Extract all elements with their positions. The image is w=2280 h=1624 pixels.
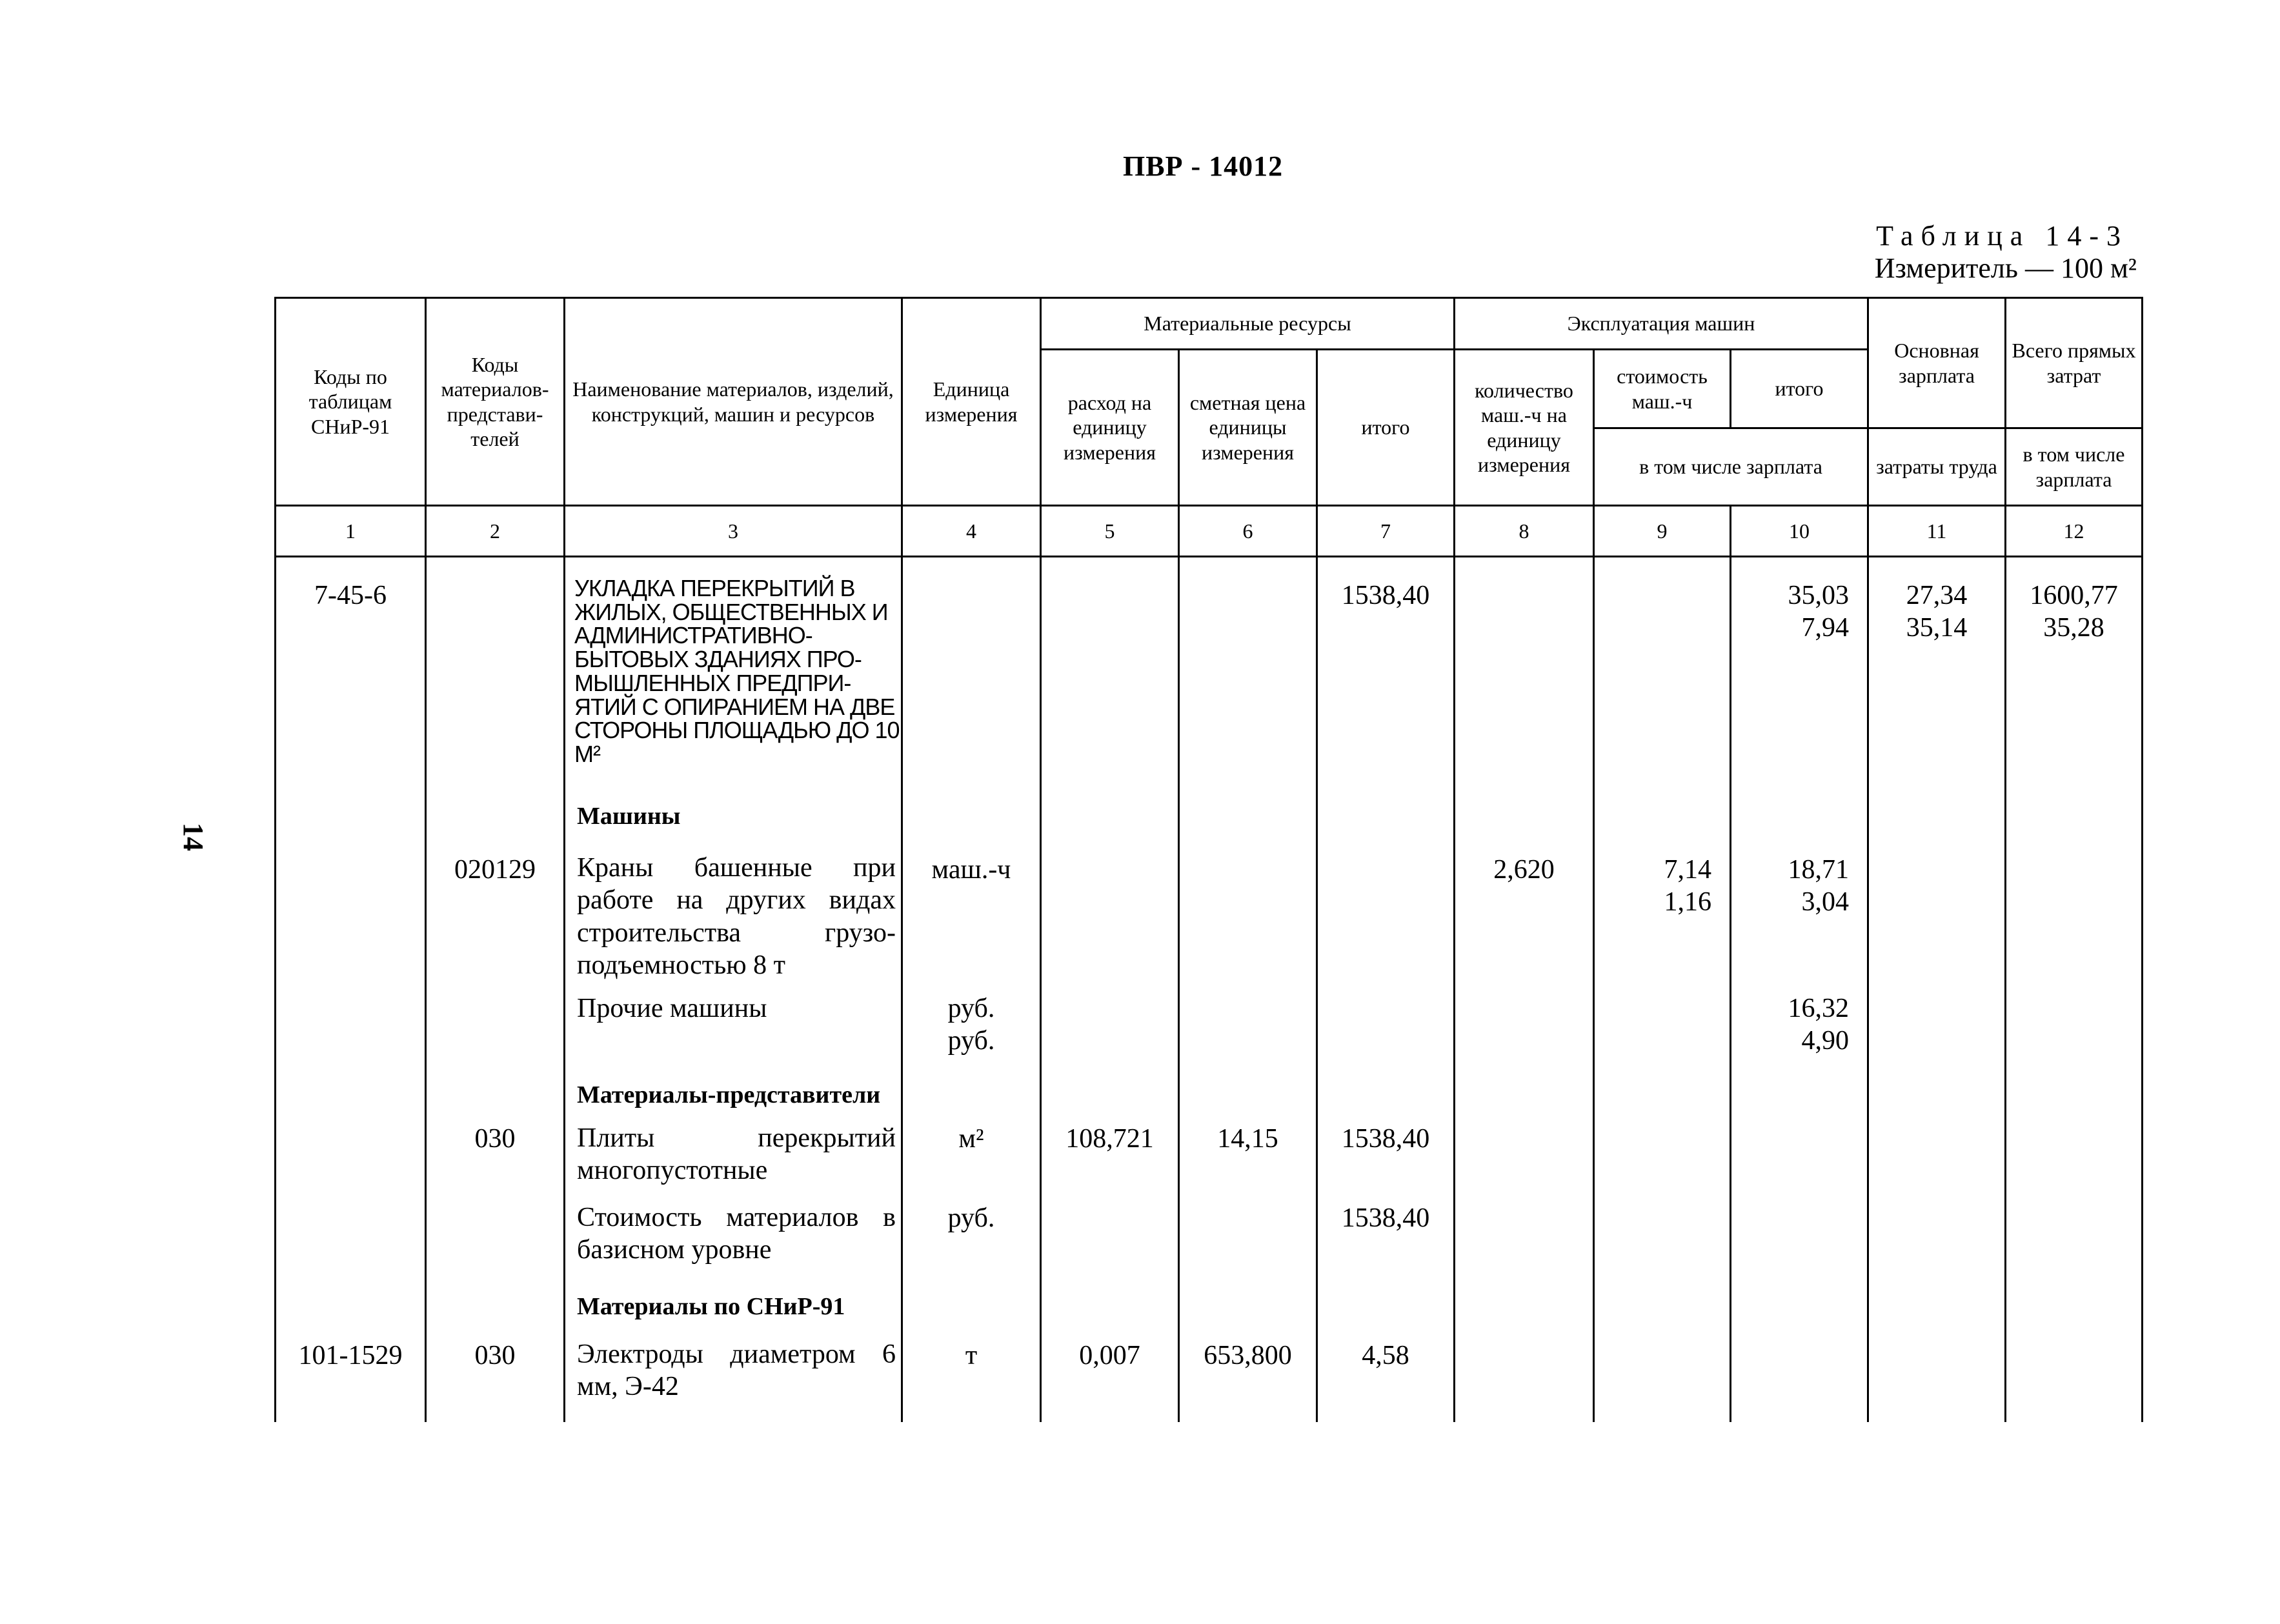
header-labor-costs: затраты труда: [1868, 428, 2006, 506]
header-name: Наименование материалов, изделий, конструкций, машин и ресурсов: [565, 298, 902, 506]
header-material-codes: Коды материалов-представи-телей: [426, 298, 565, 506]
header-rate-per-unit: расход на единицу измерения: [1041, 350, 1179, 506]
header-unit: Единица измерения: [902, 298, 1041, 506]
column-number: 2: [426, 506, 565, 557]
rate-cell: [1041, 557, 1179, 1423]
crane-code: 020129: [454, 855, 536, 885]
column-number-row: [276, 506, 2143, 557]
section-materials-rep: Материалы-представители: [577, 1081, 881, 1108]
snir-code-cell: [276, 557, 426, 1423]
main-machine-wage: 7,94: [1801, 613, 1849, 643]
header-incl-wage-total: в том числе зарплата: [2006, 428, 2143, 506]
electrode-rate: 0,007: [1079, 1341, 1140, 1370]
header-base-wage: Основная зарплата: [1868, 298, 2006, 428]
other-unit-2: руб.: [947, 1026, 995, 1056]
slab-rate: 108,721: [1065, 1124, 1154, 1154]
column-number: 9: [1594, 506, 1731, 557]
other-total: 16,32: [1788, 994, 1849, 1023]
machine-hours-cell: [1455, 557, 1594, 1423]
cost-unit: руб.: [947, 1203, 995, 1233]
crane-total: 18,71: [1788, 855, 1849, 885]
header-incl-wage: в том числе зарплата: [1594, 428, 1868, 506]
column-number: 12: [2006, 506, 2143, 557]
unit-cell: [902, 557, 1041, 1423]
other-wage: 4,90: [1801, 1026, 1849, 1056]
crane-unit: маш.-ч: [931, 855, 1011, 885]
main-wage: 27,34: [1906, 581, 1968, 610]
section-materials-snir: Материалы по СНиР-91: [577, 1293, 845, 1320]
column-number: 10: [1731, 506, 1868, 557]
machine-hour-cost-cell: [1594, 557, 1731, 1423]
header-machine-hour-cost: стоимость маш.-ч: [1594, 350, 1731, 428]
column-number: 3: [565, 506, 902, 557]
column-number: 5: [1041, 506, 1179, 557]
slab-total: 1538,40: [1341, 1124, 1430, 1154]
main-machine-total: 35,03: [1788, 581, 1849, 610]
table-label: Таблица 14-3: [1876, 220, 2128, 252]
electrode-name: Электроды диаметром 6 мм, Э-42: [577, 1339, 896, 1402]
material-code-cell: [426, 557, 565, 1423]
header-total-direct: Всего прямых затрат: [2006, 298, 2143, 428]
other-unit-1: руб.: [947, 994, 995, 1023]
document-title: ПВР - 14012: [1123, 150, 1284, 182]
slab-unit: м²: [958, 1124, 984, 1154]
main-direct-wage: 35,28: [2043, 613, 2104, 643]
table-body-row: [276, 557, 2143, 1423]
slab-price: 14,15: [1217, 1124, 1278, 1154]
page-number: 14: [177, 823, 209, 851]
column-number: 6: [1179, 506, 1317, 557]
cost-total: 1538,40: [1341, 1203, 1430, 1233]
header-machine-operation: Эксплуатация машин: [1455, 298, 1868, 350]
name-cell: [565, 557, 902, 1423]
header-snir-codes: Коды по таблицам СНиР-91: [276, 298, 426, 506]
electrode-material-code: 030: [474, 1341, 516, 1370]
crane-cost-wage: 1,16: [1664, 887, 1711, 917]
material-total-cell: [1317, 557, 1455, 1423]
section-machines: Машины: [577, 803, 681, 830]
column-number: 4: [902, 506, 1041, 557]
header-material-total: итого: [1317, 350, 1455, 506]
crane-name: Краны башенные при работе на других видах строительства грузо-подъемностью 8 т: [577, 853, 896, 981]
direct-costs-cell: [2006, 557, 2143, 1423]
meter-label: Измеритель — 100 м²: [1874, 252, 2137, 284]
column-number: 11: [1868, 506, 2006, 557]
main-material-total: 1538,40: [1341, 581, 1430, 610]
header-unit-price: сметная цена единицы измерения: [1179, 350, 1317, 506]
base-wage-cell: [1868, 557, 2006, 1423]
resource-table: [274, 297, 2143, 1422]
crane-total-wage: 3,04: [1801, 887, 1849, 917]
electrode-price: 653,800: [1204, 1341, 1292, 1370]
column-number: 8: [1455, 506, 1594, 557]
main-title: УКЛАДКА ПЕРЕКРЫТИЙ В ЖИЛЫХ, ОБЩЕСТВЕННЫХ И АДМИНИСТРАТИВНО-БЫТОВЫХ ЗДАНИЯХ ПРО-МЫШЛЕННЫХ ПРЕДПРИ-ЯТИЙ С ОПИРАНИЕМ НА ДВЕ СТОРОНЫ ПЛОЩАДЬЮ ДО 10 М²: [574, 575, 900, 768]
column-number: 1: [276, 506, 426, 557]
slab-code: 030: [474, 1124, 516, 1154]
crane-qty: 2,620: [1493, 855, 1555, 885]
slab-name: Плиты перекрытий многопустотные: [577, 1123, 896, 1186]
electrode-snir-code: 101-1529: [298, 1341, 403, 1370]
column-number: 7: [1317, 506, 1455, 557]
electrode-unit: т: [965, 1341, 978, 1370]
header-machine-hours: количество маш.-ч на единицу измерения: [1455, 350, 1594, 506]
header-machine-total: итого: [1731, 350, 1868, 428]
main-labor: 35,14: [1906, 613, 1968, 643]
electrode-total: 4,58: [1362, 1341, 1409, 1370]
main-direct-total: 1600,77: [2030, 581, 2118, 610]
price-cell: [1179, 557, 1317, 1423]
other-machines-name: Прочие машины: [577, 994, 767, 1023]
main-code: 7-45-6: [314, 581, 387, 610]
machine-total-cell: [1731, 557, 1868, 1423]
material-cost-name: Стоимость материалов в базисном уровне: [577, 1203, 896, 1265]
header-material-resources: Материальные ресурсы: [1041, 298, 1455, 350]
crane-cost: 7,14: [1664, 855, 1711, 885]
